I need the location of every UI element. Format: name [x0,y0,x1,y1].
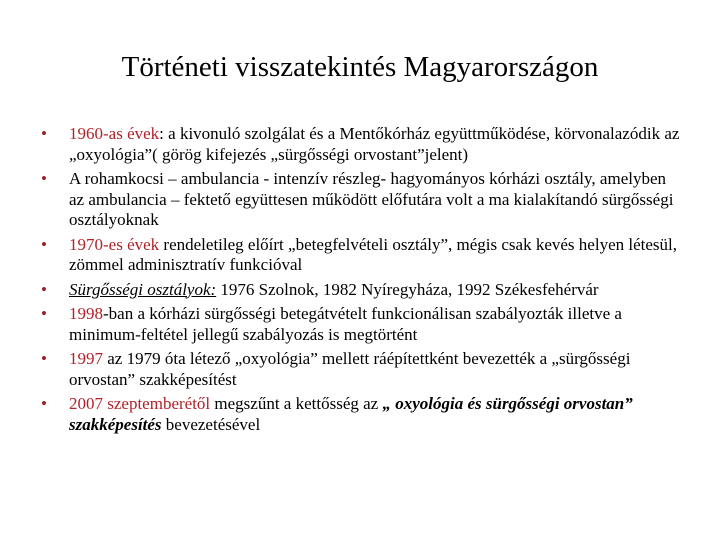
bullet-icon: • [41,279,47,299]
slide-title: Történeti visszatekintés Magyarországon [121,51,599,83]
list-item [40,394,680,435]
bullet-lead: 1998 [69,304,103,323]
bullet-tail: bevezetésével [161,414,261,434]
bullet-text: : a kivonuló szolgálat és a Mentőkórház együttműködése, körvonalazódik az „oxyológia”( görög kifejezés „sürgősségi orvostant”jelent) [69,124,680,164]
bullet-icon: • [41,304,47,323]
bullet-text: megszűnt a kettősség az [210,394,383,413]
bullet-text: 1976 Szolnok, 1982 Nyíregyháza, 1992 Székesfehérvár [216,279,599,299]
bullet-icon: • [41,234,47,254]
list-item [40,349,680,390]
bullet-icon: • [41,124,47,143]
bullet-lead: 2007 szeptemberétől [69,394,211,413]
bullet-lead: Sürgősségi osztályok: [69,279,217,299]
bullet-text: rendeletileg előírt „betegfelvételi osztály”, mégis csak kevés helyen létesül, zömmel adminisztratív funkcióval [69,234,677,274]
bullet-list [40,124,680,439]
bullet-lead: 1970-es évek [69,234,160,254]
list-item [40,304,680,345]
bullet-icon: • [41,349,47,368]
bullet-icon: • [41,394,47,413]
bullet-emphasis: „ oxyológia és sürgősségi orvostan” szakképesítés [69,394,633,434]
bullet-lead: 1997 [69,349,103,368]
bullet-text: A rohamkocsi – ambulancia - intenzív részleg- hagyományos kórházi osztály, amelyben az ambulancia – fektető együttesen működött előfutára volt a ma kialakítandó sürgősségi osztályoknak [69,169,674,229]
bullet-text: az 1979 óta létező „oxyológia” mellett ráépítettként bevezették a „sürgősségi orvostan” szakképesítést [69,349,631,389]
list-item [40,124,680,165]
bullet-icon: • [41,169,47,188]
list-item [40,235,680,276]
bullet-lead: 1960-as évek [69,124,160,143]
list-item [40,280,680,301]
bullet-text: -ban a kórházi sürgősségi betegátvételt funkcionálisan szabályozták illetve a minimum-feltétel jellegű szabályozás is megtörtént [69,304,622,344]
list-item [40,169,680,231]
